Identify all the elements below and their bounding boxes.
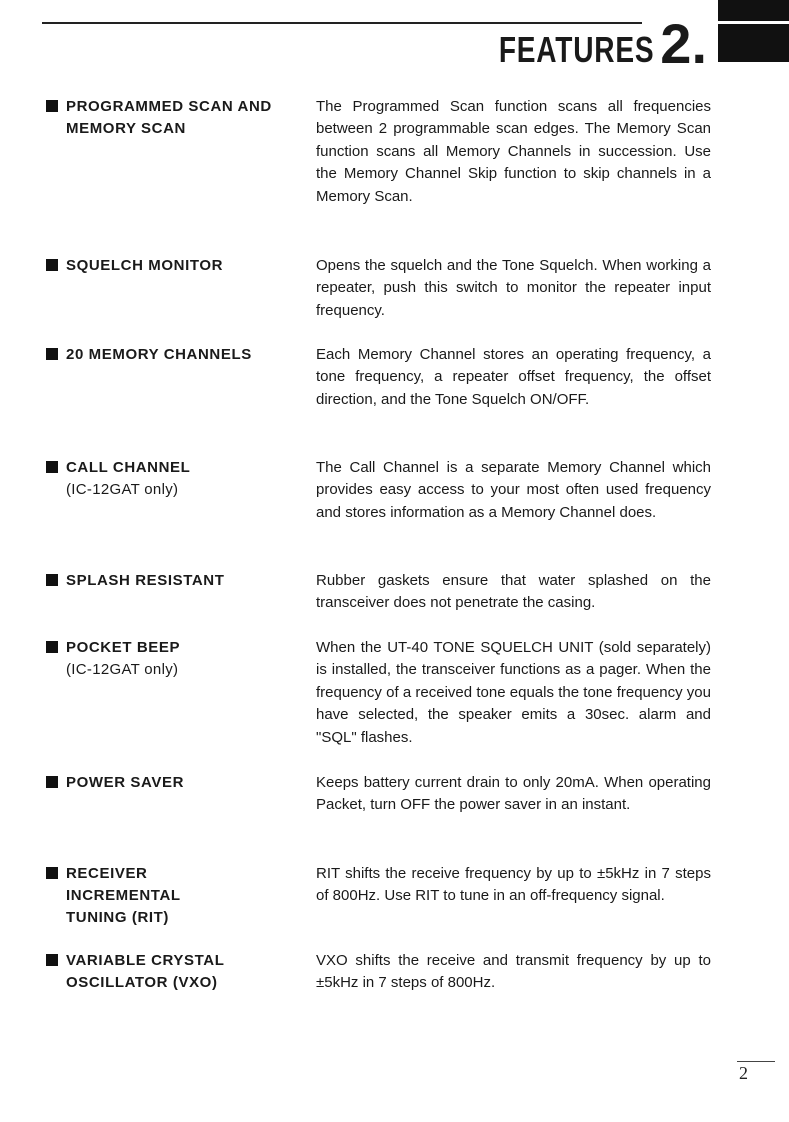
- feature-heading-line: PROGRAMMED SCAN AND: [66, 98, 272, 115]
- feature-description: Opens the squelch and the Tone Squelch. When working a repeater, push this switch to monitor the repeater input frequency.: [316, 257, 711, 319]
- feature-squelch-monitor: [46, 255, 711, 344]
- chapter-tab-notch: [718, 21, 789, 24]
- chapter-number: 2.: [660, 12, 707, 75]
- feature-programmed-scan: [46, 96, 711, 255]
- feature-memory-channels: [46, 344, 711, 457]
- feature-pocket-beep: [46, 637, 711, 772]
- feature-description: The Programmed Scan function scans all frequencies between 2 programmable scan edges. The Memory Scan function scans all Memory Channels in succession. Use the Memory Channel Skip function to skip channels in a Memory Scan.: [316, 98, 711, 205]
- feature-heading-line: 20 MEMORY CHANNELS: [66, 346, 252, 363]
- feature-heading: [46, 255, 316, 344]
- feature-heading-note: (IC-12GAT only): [66, 481, 179, 498]
- feature-rit: [46, 863, 711, 950]
- feature-heading-line: INCREMENTAL: [66, 887, 181, 904]
- page-number-rule: [737, 1061, 775, 1062]
- bullet-square-icon: [46, 574, 58, 586]
- page-number: 2: [739, 1063, 748, 1083]
- feature-heading: [46, 570, 316, 637]
- feature-heading: [46, 457, 316, 570]
- feature-heading-line: OSCILLATOR (VXO): [66, 974, 218, 991]
- feature-heading-line: SPLASH RESISTANT: [66, 572, 225, 589]
- feature-heading: [46, 950, 316, 1010]
- page-title-text: FEATURES: [498, 29, 655, 70]
- feature-heading-line: VARIABLE CRYSTAL: [66, 952, 225, 969]
- feature-heading: [46, 772, 316, 863]
- bullet-square-icon: [46, 954, 58, 966]
- chapter-tab-block: [718, 0, 789, 62]
- feature-heading-line: POCKET BEEP: [66, 639, 181, 656]
- bullet-square-icon: [46, 100, 58, 112]
- feature-heading: [46, 863, 316, 950]
- feature-heading-line: CALL CHANNEL: [66, 459, 191, 476]
- bullet-square-icon: [46, 867, 58, 879]
- feature-vxo: [46, 950, 711, 1010]
- bullet-square-icon: [46, 461, 58, 473]
- feature-description: Each Memory Channel stores an operating frequency, a tone frequency, a repeater offset frequency, the offset direction, and the Tone Squelch ON/OFF.: [316, 346, 711, 408]
- feature-heading-line: TUNING (RIT): [66, 909, 170, 926]
- feature-call-channel: [46, 457, 711, 570]
- bullet-square-icon: [46, 259, 58, 271]
- features-list: [46, 96, 711, 1010]
- feature-heading-line: RECEIVER: [66, 865, 148, 882]
- feature-description: Rubber gaskets ensure that water splashed on the transceiver does not penetrate the casing.: [316, 572, 711, 612]
- feature-description: The Call Channel is a separate Memory Channel which provides easy access to your most often used frequency and stores information as a Memory Channel does.: [316, 459, 711, 521]
- feature-splash-resistant: [46, 570, 711, 637]
- feature-heading: [46, 344, 316, 457]
- feature-heading: [46, 96, 316, 255]
- feature-description: When the UT-40 TONE SQUELCH UNIT (sold separately) is installed, the transceiver functions as a pager. When the frequency of a received tone equals the tone frequency you have selected, the speaker emits a 30sec. alarm and "SQL" flashes.: [316, 639, 711, 746]
- feature-heading-line: MEMORY SCAN: [66, 120, 186, 137]
- feature-heading-line: SQUELCH MONITOR: [66, 257, 224, 274]
- bullet-square-icon: [46, 641, 58, 653]
- feature-description: RIT shifts the receive frequency by up to ±5kHz in 7 steps of 800Hz. Use RIT to tune in an off-frequency signal.: [316, 865, 711, 905]
- feature-description: Keeps battery current drain to only 20mA. When operating Packet, turn OFF the power saver in an instant.: [316, 774, 711, 814]
- bullet-square-icon: [46, 776, 58, 788]
- feature-heading-line: POWER SAVER: [66, 774, 185, 791]
- feature-power-saver: [46, 772, 711, 863]
- feature-heading: [46, 637, 316, 772]
- feature-heading-note: (IC-12GAT only): [66, 661, 179, 678]
- feature-description: VXO shifts the receive and transmit frequency by up to ±5kHz in 7 steps of 800Hz.: [316, 952, 711, 992]
- page-title: [455, 12, 707, 75]
- bullet-square-icon: [46, 348, 58, 360]
